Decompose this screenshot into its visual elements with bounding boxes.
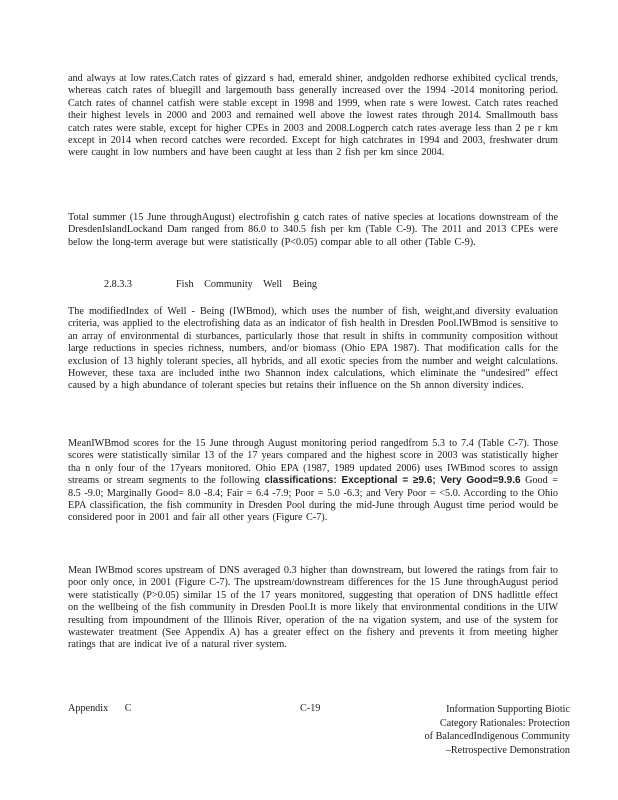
paragraph-iwb-description: The modifiedIndex of Well - Being (IWBmod), which uses the number of fish, weight,and diversity evaluation criteria, was applied to the electrofishing data as an indicator of fish health in Dresden Pool.IWBmod is sensitive to an array of environmental di sturbances, particularly those that result in shifts in community composition without large reductions in species richness, numbers, and/or biomass (Ohio EPA 1987). That modification calls for the exclusion of 13 highly tolerant species, all hybrids, and all exotic species from the number and weight calculations. However, these taxa are included inthe two Shannon index calculations, which eliminate the “undesired” effect caused by a high abundance of tolerant species but retains their influence on the Sh annon diversity indices. — [68, 306, 558, 392]
paragraph-iwb-scores — [68, 438, 558, 525]
section-heading — [104, 279, 504, 291]
section-number: 2.8.3.3 — [104, 279, 133, 290]
iwb-scores-text-a: MeanIWBmod scores for the 15 June through August monitoring period rangedfrom 5.3 to 7.4 (Table C-7). Those scores were statistically similar 13 of the 17 years compared and the highest score in 2003 was statistically higher tha n only four of the 17years monitored. Ohio EPA (1987, 1989 updated 2006) uses IWBmod scores to assign streams or stream segments to the following — [68, 438, 558, 487]
footer-title-line-1: Information Supporting Biotic — [446, 704, 570, 715]
classification-bold-text: classifications: Exceptional = ≥9.6; Very Good=9.9.6 — [264, 475, 521, 487]
paragraph-upstream-downstream: Mean IWBmod scores upstream of DNS averaged 0.3 higher than downstream, but lowered the ratings from fair to poor only once, in 2001 (Figure C-7). The upstream/downstream differences for the 15 June throughAugust period were statistically (P>0.05) similar 15 of the 17 years monitored, suggesting that operation of DNS hadlittle effect on the wellbeing of the fish community in Dresden Pool.It is more likely that environmental conditions in the UIW resulting from impoundment of the Illinois River, operation of the na vigation system, and use of the system for wastewater treatment (See Appendix A) has a greater effect on the fishery and prevents it from meeting higher ratings that are indicat ive of a natural river system. — [68, 565, 558, 651]
paragraph-summer-electrofishing: Total summer (15 June throughAugust) electrofishin g catch rates of native species at locations downstream of the DresdenIslandLockand Dam ranged from 86.0 to 340.5 fish per km (Table C-9). The 2011 and 2013 CPEs were below the long-term average but were statistically (P<0.05) compar able to all other (Table C-9). — [68, 212, 558, 248]
footer-page-number: C-19 — [300, 703, 321, 714]
footer-title-line-4: –Retrospective Demonstration — [445, 744, 570, 756]
footer-document-title — [388, 703, 570, 757]
footer-title-line-2: Category Rationales: Protection — [439, 717, 570, 729]
footer-title-line-3: of BalancedIndigenous Community — [424, 731, 570, 742]
footer-appendix-label: Appendix C — [68, 703, 132, 714]
iwb-scores-text-b: Good = 8.5 -9.0; Marginally Good= 8.0 -8.4; Fair = 6.4 -7.9; Poor = 5.0 -6.3; and Very Poor = <5.0. According to the Ohio EPA classification, the fish community in Dresden Pool during the mid-June through August time period would be considered poor in 2001 and fair all other years (Figure C-7). — [68, 475, 559, 524]
paragraph-catch-rates: and always at low rates.Catch rates of gizzard s had, emerald shiner, andgolden redhorse exhibited cyclical trends, whereas catch rates of bluegill and largemouth bass generally increased over the 1994 -2014 monitoring period. Catch rates of channel catfish were stable except in 1998 and 1999, when rate s were lowest. Catch rates reached their highest levels in 2000 and 2003 and remained well above the lowest rates through 2014. Smallmouth bass catch rates were stable, except for higher CPEs in 2003 and 2008.Logperch catch rates average less than 2 pe r km except in 2014 when record catches were recorded. Except for high catchrates in 1994 and 2003, freshwater drum were caught in low numbers and have been caught at less than 2 fish per km since 2004. — [68, 73, 558, 159]
section-title: Fish Community Well Being — [176, 279, 318, 290]
